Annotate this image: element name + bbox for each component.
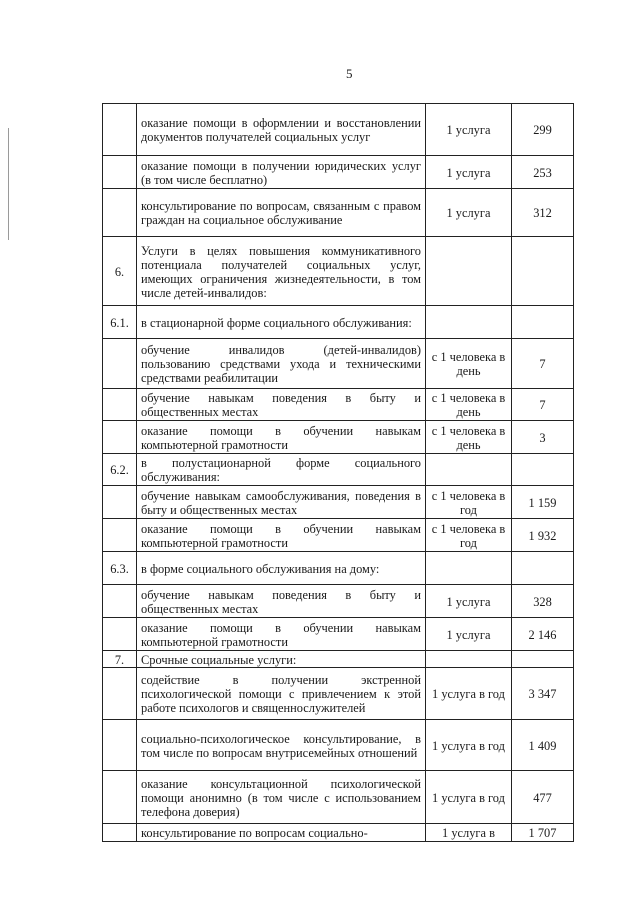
scan-edge-mark — [8, 128, 9, 240]
row-number — [103, 771, 137, 824]
service-tariff: 328 — [512, 585, 574, 618]
service-name: обучение навыкам поведения в быту и общественных местах — [137, 389, 426, 421]
service-name: в стационарной форме социального обслуживания: — [137, 306, 426, 339]
table-row — [103, 552, 574, 585]
services-tariff-table — [102, 103, 574, 842]
table-row — [103, 389, 574, 421]
row-number: 6.2. — [103, 454, 137, 486]
service-unit: 1 услуга в — [426, 824, 512, 842]
row-number — [103, 104, 137, 156]
row-number: 7. — [103, 651, 137, 668]
service-tariff: 1 707 — [512, 824, 574, 842]
service-unit — [426, 454, 512, 486]
service-name: консультирование по вопросам социально- — [137, 824, 426, 842]
table-row — [103, 771, 574, 824]
service-tariff: 299 — [512, 104, 574, 156]
service-name: оказание консультационной психологической помощи анонимно (в том числе с использованием телефона доверия) — [137, 771, 426, 824]
table-body — [103, 104, 574, 842]
service-unit: с 1 человека в день — [426, 421, 512, 454]
service-tariff: 1 932 — [512, 519, 574, 552]
service-tariff: 3 347 — [512, 668, 574, 720]
service-name: обучение навыкам самообслуживания, поведения в быту и общественных местах — [137, 486, 426, 519]
service-name: в форме социального обслуживания на дому: — [137, 552, 426, 585]
row-number — [103, 668, 137, 720]
row-number — [103, 720, 137, 771]
table-row — [103, 421, 574, 454]
row-number — [103, 156, 137, 189]
row-number — [103, 618, 137, 651]
row-number: 6. — [103, 237, 137, 306]
row-number — [103, 339, 137, 389]
table-row — [103, 486, 574, 519]
table-row — [103, 156, 574, 189]
service-unit: с 1 человека в год — [426, 486, 512, 519]
service-name: Услуги в целях повышения коммуникативного потенциала получателей социальных услуг, имеющих ограничения жизнедеятельности, в том числе детей-инвалидов: — [137, 237, 426, 306]
table-row — [103, 306, 574, 339]
service-tariff: 312 — [512, 189, 574, 237]
service-unit — [426, 306, 512, 339]
service-tariff: 2 146 — [512, 618, 574, 651]
service-name: оказание помощи в получении юридических услуг (в том числе бесплатно) — [137, 156, 426, 189]
service-unit — [426, 552, 512, 585]
table-row — [103, 651, 574, 668]
service-name: обучение навыкам поведения в быту и общественных местах — [137, 585, 426, 618]
table-row — [103, 339, 574, 389]
table-row — [103, 454, 574, 486]
service-unit: с 1 человека в день — [426, 339, 512, 389]
service-tariff — [512, 237, 574, 306]
row-number: 6.1. — [103, 306, 137, 339]
row-number — [103, 389, 137, 421]
service-tariff: 7 — [512, 339, 574, 389]
service-name: оказание помощи в оформлении и восстановлении документов получателей социальных услуг — [137, 104, 426, 156]
table-row — [103, 585, 574, 618]
table-row — [103, 189, 574, 237]
service-name: в полустационарной форме социального обслуживания: — [137, 454, 426, 486]
service-tariff — [512, 454, 574, 486]
table-row — [103, 618, 574, 651]
row-number — [103, 585, 137, 618]
service-tariff: 1 409 — [512, 720, 574, 771]
table-row — [103, 519, 574, 552]
page-number: 5 — [346, 66, 353, 81]
service-name: консультирование по вопросам, связанным с правом граждан на социальное обслуживание — [137, 189, 426, 237]
row-number — [103, 519, 137, 552]
service-tariff: 253 — [512, 156, 574, 189]
service-unit: 1 услуга — [426, 618, 512, 651]
service-unit: 1 услуга — [426, 104, 512, 156]
service-name: обучение инвалидов (детей-инвалидов) пользованию средствами ухода и техническими средствами реабилитации — [137, 339, 426, 389]
service-tariff — [512, 306, 574, 339]
service-unit: 1 услуга в год — [426, 771, 512, 824]
service-unit: с 1 человека в год — [426, 519, 512, 552]
service-tariff — [512, 651, 574, 668]
row-number — [103, 189, 137, 237]
row-number: 6.3. — [103, 552, 137, 585]
service-unit: 1 услуга в год — [426, 720, 512, 771]
service-tariff: 477 — [512, 771, 574, 824]
row-number — [103, 486, 137, 519]
service-unit: 1 услуга в год — [426, 668, 512, 720]
service-unit: с 1 человека в день — [426, 389, 512, 421]
service-unit — [426, 237, 512, 306]
service-tariff: 1 159 — [512, 486, 574, 519]
service-name: оказание помощи в обучении навыкам компьютерной грамотности — [137, 519, 426, 552]
table-row — [103, 720, 574, 771]
service-name: содействие в получении экстренной психологической помощи с привлечением к этой работе психологов и священнослужителей — [137, 668, 426, 720]
row-number — [103, 824, 137, 842]
table-row — [103, 668, 574, 720]
service-tariff: 7 — [512, 389, 574, 421]
service-unit: 1 услуга — [426, 156, 512, 189]
service-unit: 1 услуга — [426, 189, 512, 237]
service-tariff — [512, 552, 574, 585]
service-name: оказание помощи в обучении навыкам компьютерной грамотности — [137, 618, 426, 651]
service-name: оказание помощи в обучении навыкам компьютерной грамотности — [137, 421, 426, 454]
service-tariff: 3 — [512, 421, 574, 454]
table-row — [103, 237, 574, 306]
table-row — [103, 104, 574, 156]
service-name: социально-психологическое консультирование, в том числе по вопросам внутрисемейных отношений — [137, 720, 426, 771]
table-row — [103, 824, 574, 842]
service-unit: 1 услуга — [426, 585, 512, 618]
service-unit — [426, 651, 512, 668]
row-number — [103, 421, 137, 454]
service-name: Срочные социальные услуги: — [137, 651, 426, 668]
